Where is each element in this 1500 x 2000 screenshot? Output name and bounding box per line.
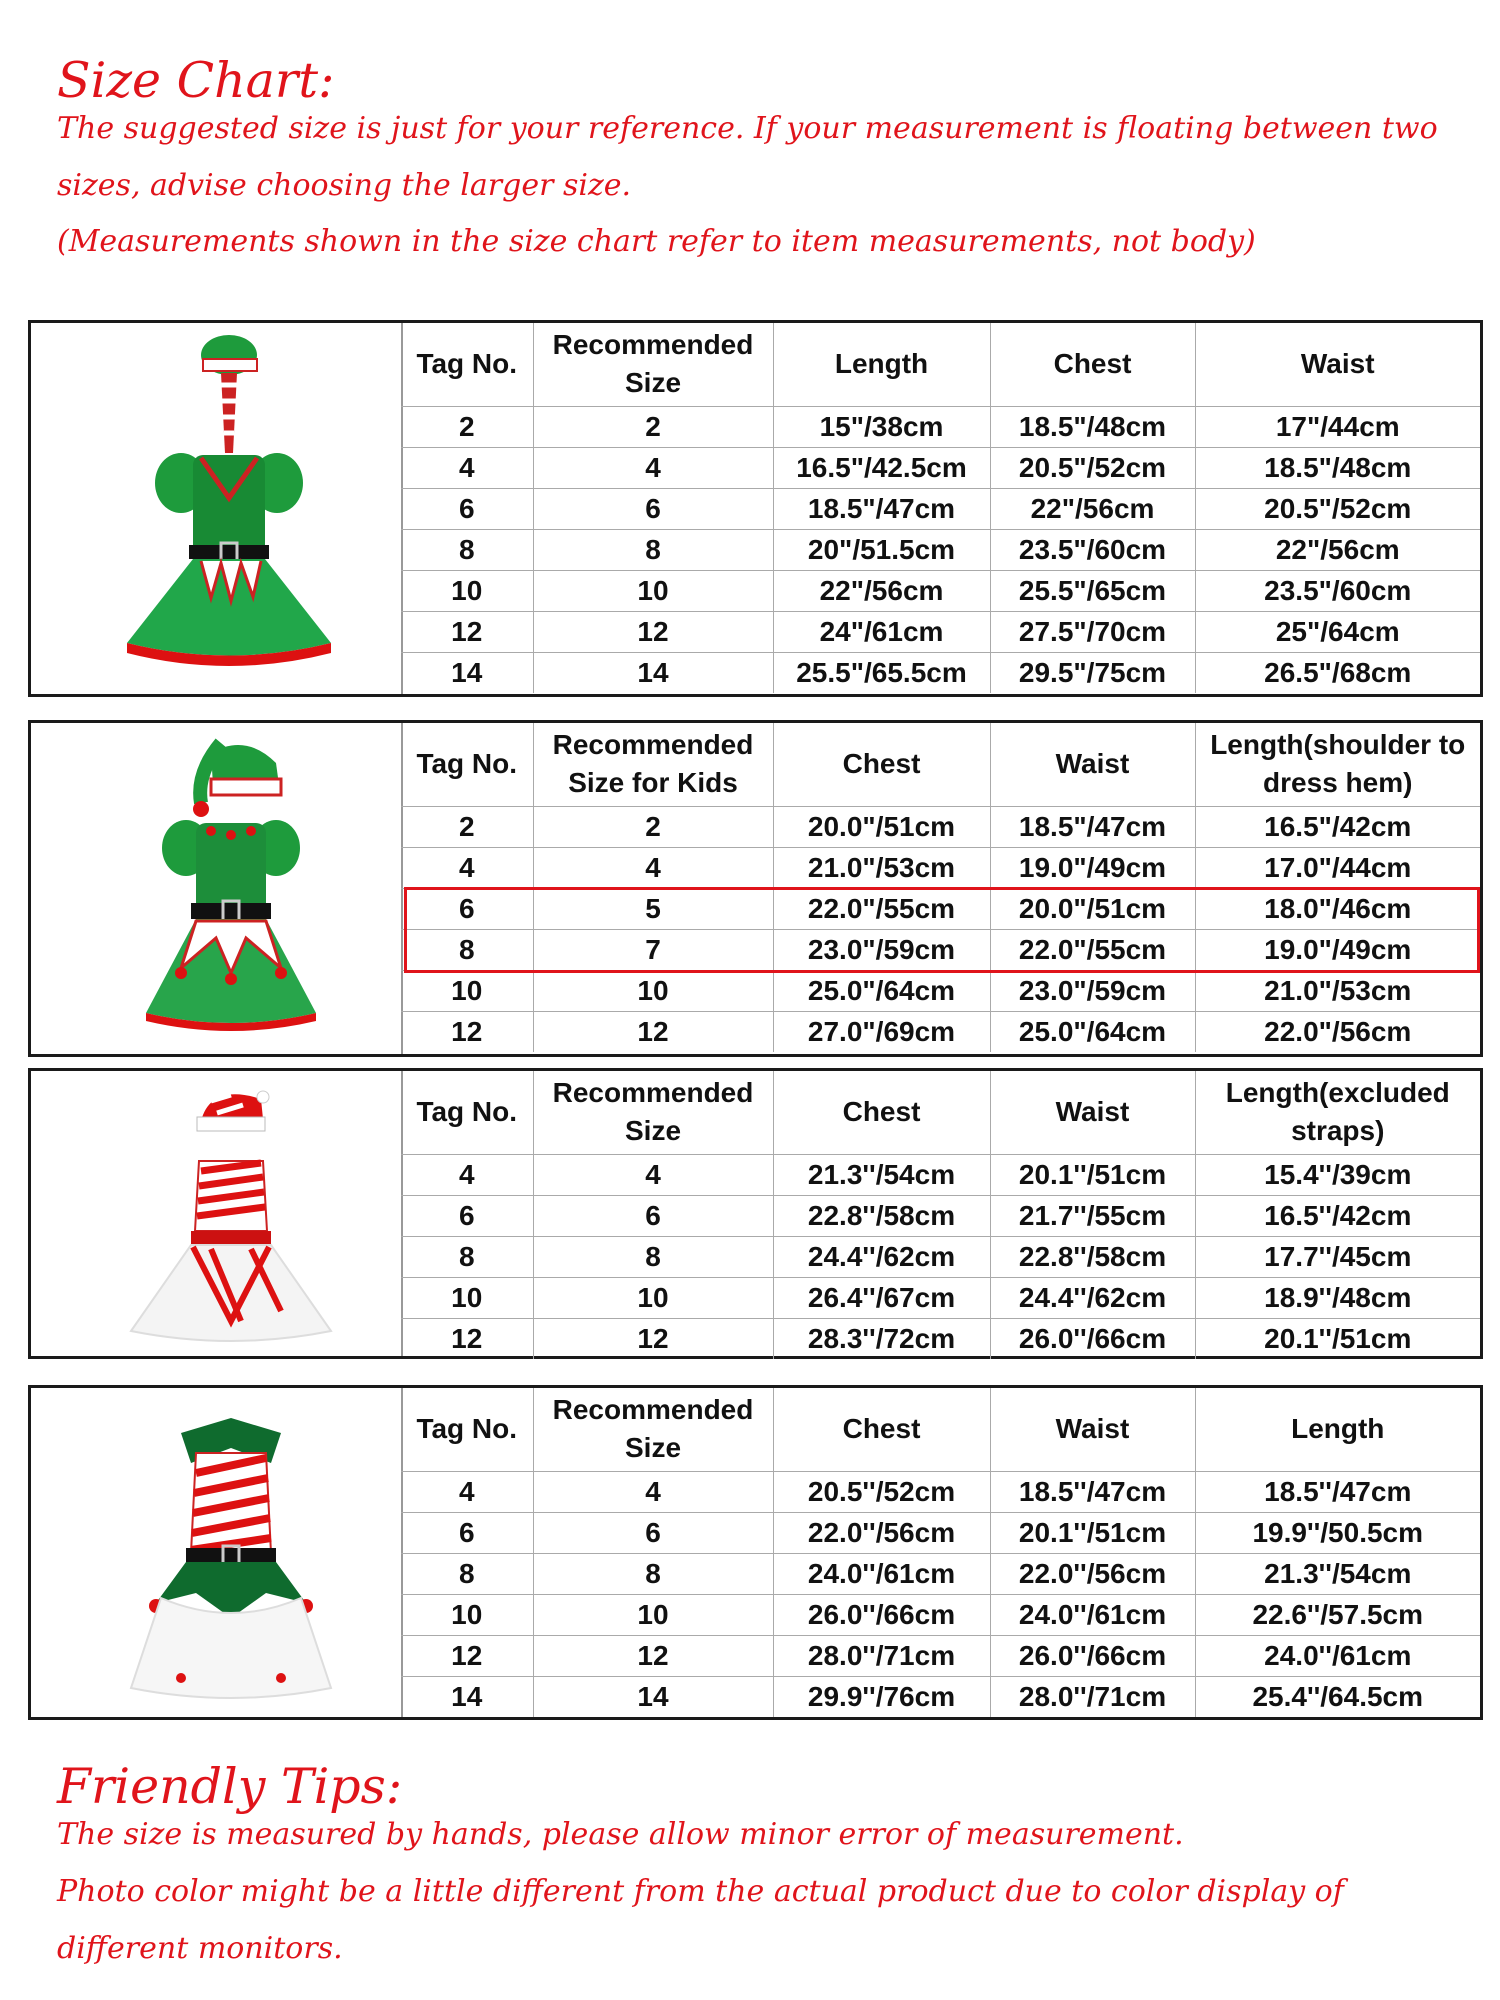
cell: 16.5''/42cm — [1195, 1195, 1480, 1236]
table-row — [401, 1154, 1480, 1195]
cell: 4 — [401, 447, 533, 488]
cell: 10 — [533, 970, 773, 1011]
cell: 4 — [401, 1471, 533, 1512]
cell: 18.5"/48cm — [990, 406, 1195, 447]
cell: 6 — [533, 488, 773, 529]
size-chart-2 — [28, 720, 1483, 1057]
tips-line-3: different monitors. — [57, 1931, 343, 1966]
cell: 24.4''/62cm — [990, 1277, 1195, 1318]
cell: 21.0"/53cm — [1195, 970, 1480, 1011]
cell: 4 — [533, 447, 773, 488]
header-waist: Waist — [990, 723, 1195, 806]
cell: 6 — [401, 888, 533, 929]
header-length: Length — [1195, 1388, 1480, 1471]
header-recommended-size: Recommended Size — [533, 1388, 773, 1471]
cell: 15.4''/39cm — [1195, 1154, 1480, 1195]
header-chest: Chest — [773, 723, 990, 806]
cell: 20.1''/51cm — [990, 1512, 1195, 1553]
header-recommended-size: Recommended Size — [533, 1071, 773, 1154]
table-row — [401, 1195, 1480, 1236]
cell: 20"/51.5cm — [773, 529, 990, 570]
cell: 5 — [533, 888, 773, 929]
cell: 12 — [401, 611, 533, 652]
table-row — [401, 447, 1480, 488]
cell: 8 — [401, 1236, 533, 1277]
table-row — [401, 1011, 1480, 1052]
cell: 20.1''/51cm — [990, 1154, 1195, 1195]
size-table-1 — [401, 323, 1480, 693]
intro-line-1: The suggested size is just for your reference. If your measurement is floating between two — [57, 111, 1438, 146]
cell: 8 — [401, 529, 533, 570]
size-chart-3 — [28, 1068, 1483, 1359]
cell: 26.4''/67cm — [773, 1277, 990, 1318]
table-row — [401, 1635, 1480, 1676]
header-length: Length(excluded straps) — [1195, 1071, 1480, 1154]
cell: 25.0"/64cm — [773, 970, 990, 1011]
cell: 6 — [533, 1512, 773, 1553]
table-row — [401, 1594, 1480, 1635]
cell: 18.5"/47cm — [990, 806, 1195, 847]
product-image-1 — [31, 323, 403, 694]
cell: 20.5"/52cm — [990, 447, 1195, 488]
size-chart-title: Size Chart: — [57, 52, 335, 109]
cell: 17.7''/45cm — [1195, 1236, 1480, 1277]
cell: 17.0"/44cm — [1195, 847, 1480, 888]
cell: 18.5''/47cm — [1195, 1471, 1480, 1512]
header-waist: Waist — [990, 1071, 1195, 1154]
cell: 21.3''/54cm — [773, 1154, 990, 1195]
table-row — [401, 1236, 1480, 1277]
cell: 2 — [401, 806, 533, 847]
cell: 7 — [533, 929, 773, 970]
product-image-2 — [31, 723, 403, 1054]
cell: 6 — [401, 488, 533, 529]
cell: 24.0''/61cm — [990, 1594, 1195, 1635]
table-row — [401, 1471, 1480, 1512]
cell: 25.5"/65cm — [990, 570, 1195, 611]
cell: 27.5"/70cm — [990, 611, 1195, 652]
cell: 23.0"/59cm — [773, 929, 990, 970]
cell: 25.4''/64.5cm — [1195, 1676, 1480, 1717]
cell: 22.0''/56cm — [773, 1512, 990, 1553]
cell: 19.9''/50.5cm — [1195, 1512, 1480, 1553]
cell: 22"/56cm — [1195, 529, 1480, 570]
cell: 21.0"/53cm — [773, 847, 990, 888]
cell: 22.6''/57.5cm — [1195, 1594, 1480, 1635]
cell: 10 — [533, 570, 773, 611]
cell: 20.1''/51cm — [1195, 1318, 1480, 1359]
cell: 29.5"/75cm — [990, 652, 1195, 693]
cell: 12 — [401, 1635, 533, 1676]
table-row — [401, 1676, 1480, 1717]
cell: 8 — [401, 1553, 533, 1594]
cell: 21.7''/55cm — [990, 1195, 1195, 1236]
intro-line-3: (Measurements shown in the size chart refer to item measurements, not body) — [57, 224, 1256, 259]
cell: 16.5"/42.5cm — [773, 447, 990, 488]
header-tag-no: Tag No. — [401, 723, 533, 806]
cell: 19.0"/49cm — [990, 847, 1195, 888]
friendly-tips-title: Friendly Tips: — [57, 1758, 403, 1815]
cell: 4 — [401, 1154, 533, 1195]
table-row — [401, 1512, 1480, 1553]
cell: 2 — [533, 406, 773, 447]
cell: 22.0"/56cm — [1195, 1011, 1480, 1052]
cell: 14 — [533, 652, 773, 693]
cell: 10 — [401, 570, 533, 611]
header-tag-no: Tag No. — [401, 1071, 533, 1154]
cell: 22.8''/58cm — [773, 1195, 990, 1236]
table-row — [401, 570, 1480, 611]
table-row — [401, 652, 1480, 693]
table-row — [401, 488, 1480, 529]
cell: 16.5"/42cm — [1195, 806, 1480, 847]
table-row — [401, 806, 1480, 847]
table-row — [401, 611, 1480, 652]
cell: 10 — [533, 1277, 773, 1318]
cell: 28.3''/72cm — [773, 1318, 990, 1359]
tips-line-1: The size is measured by hands, please allow minor error of measurement. — [57, 1817, 1184, 1852]
cell: 20.0"/51cm — [990, 888, 1195, 929]
cell: 6 — [401, 1512, 533, 1553]
green-pompom-elf-dress-image — [31, 723, 401, 1054]
cell: 12 — [401, 1011, 533, 1052]
cell: 29.9''/76cm — [773, 1676, 990, 1717]
header-chest: Chest — [990, 323, 1195, 406]
cell: 10 — [401, 970, 533, 1011]
cell: 12 — [401, 1318, 533, 1359]
cell: 10 — [401, 1277, 533, 1318]
cell: 2 — [401, 406, 533, 447]
cell: 26.0''/66cm — [990, 1635, 1195, 1676]
cell: 8 — [533, 1236, 773, 1277]
header-chest: Chest — [773, 1388, 990, 1471]
striped-elf-tutu-dress-image — [31, 1388, 401, 1717]
candy-cane-dress-image — [31, 1071, 401, 1356]
header-waist: Waist — [1195, 323, 1480, 406]
cell: 4 — [533, 1154, 773, 1195]
cell: 20.5''/52cm — [773, 1471, 990, 1512]
cell: 8 — [533, 529, 773, 570]
cell: 10 — [401, 1594, 533, 1635]
product-image-4 — [31, 1388, 403, 1717]
header-length: Length — [773, 323, 990, 406]
cell: 26.0''/66cm — [990, 1318, 1195, 1359]
tips-line-2: Photo color might be a little different from the actual product due to color display of — [57, 1874, 1344, 1909]
header-tag-no: Tag No. — [401, 323, 533, 406]
header-tag-no: Tag No. — [401, 1388, 533, 1471]
cell: 14 — [533, 1676, 773, 1717]
cell: 22.0"/55cm — [773, 888, 990, 929]
cell: 22.0"/55cm — [990, 929, 1195, 970]
cell: 18.5"/48cm — [1195, 447, 1480, 488]
cell: 25.5"/65.5cm — [773, 652, 990, 693]
table-row — [401, 529, 1480, 570]
cell: 25"/64cm — [1195, 611, 1480, 652]
size-table-4 — [401, 1388, 1480, 1717]
cell: 24.0''/61cm — [773, 1553, 990, 1594]
cell: 28.0''/71cm — [990, 1676, 1195, 1717]
cell: 22"/56cm — [773, 570, 990, 611]
size-chart-1 — [28, 320, 1483, 697]
size-chart-4 — [28, 1385, 1483, 1720]
header-chest: Chest — [773, 1071, 990, 1154]
table-row — [401, 1553, 1480, 1594]
cell: 23.5"/60cm — [990, 529, 1195, 570]
cell: 18.0"/46cm — [1195, 888, 1480, 929]
product-image-3 — [31, 1071, 403, 1356]
cell: 12 — [533, 611, 773, 652]
cell: 12 — [533, 1011, 773, 1052]
cell: 24.0''/61cm — [1195, 1635, 1480, 1676]
header-recommended-size: Recommended Size — [533, 323, 773, 406]
cell: 18.5"/47cm — [773, 488, 990, 529]
green-sequin-elf-dress-image — [31, 323, 401, 694]
cell: 22.8''/58cm — [990, 1236, 1195, 1277]
cell: 4 — [401, 847, 533, 888]
cell: 6 — [401, 1195, 533, 1236]
highlight-box — [404, 887, 1480, 973]
cell: 18.5''/47cm — [990, 1471, 1195, 1512]
cell: 28.0''/71cm — [773, 1635, 990, 1676]
cell: 20.5"/52cm — [1195, 488, 1480, 529]
cell: 8 — [533, 1553, 773, 1594]
cell: 20.0"/51cm — [773, 806, 990, 847]
cell: 18.9''/48cm — [1195, 1277, 1480, 1318]
cell: 17"/44cm — [1195, 406, 1480, 447]
cell: 21.3''/54cm — [1195, 1553, 1480, 1594]
cell: 22.0''/56cm — [990, 1553, 1195, 1594]
cell: 22"/56cm — [990, 488, 1195, 529]
cell: 25.0"/64cm — [990, 1011, 1195, 1052]
header-length: Length(shoulder to dress hem) — [1195, 723, 1480, 806]
table-row — [401, 406, 1480, 447]
cell: 8 — [401, 929, 533, 970]
cell: 14 — [401, 1676, 533, 1717]
cell: 12 — [533, 1318, 773, 1359]
table-row — [401, 847, 1480, 888]
cell: 24"/61cm — [773, 611, 990, 652]
cell: 19.0"/49cm — [1195, 929, 1480, 970]
header-waist: Waist — [990, 1388, 1195, 1471]
cell: 10 — [533, 1594, 773, 1635]
table-row — [401, 1277, 1480, 1318]
cell: 4 — [533, 1471, 773, 1512]
table-row — [401, 1318, 1480, 1359]
cell: 4 — [533, 847, 773, 888]
cell: 26.5"/68cm — [1195, 652, 1480, 693]
cell: 26.0''/66cm — [773, 1594, 990, 1635]
cell: 24.4''/62cm — [773, 1236, 990, 1277]
cell: 12 — [533, 1635, 773, 1676]
table-row — [401, 970, 1480, 1011]
cell: 23.0"/59cm — [990, 970, 1195, 1011]
cell: 15"/38cm — [773, 406, 990, 447]
header-recommended-size-for-kids: Recommended Size for Kids — [533, 723, 773, 806]
cell: 14 — [401, 652, 533, 693]
cell: 2 — [533, 806, 773, 847]
cell: 6 — [533, 1195, 773, 1236]
cell: 23.5"/60cm — [1195, 570, 1480, 611]
intro-line-2: sizes, advise choosing the larger size. — [57, 168, 632, 203]
size-table-3 — [401, 1071, 1480, 1359]
cell: 27.0"/69cm — [773, 1011, 990, 1052]
